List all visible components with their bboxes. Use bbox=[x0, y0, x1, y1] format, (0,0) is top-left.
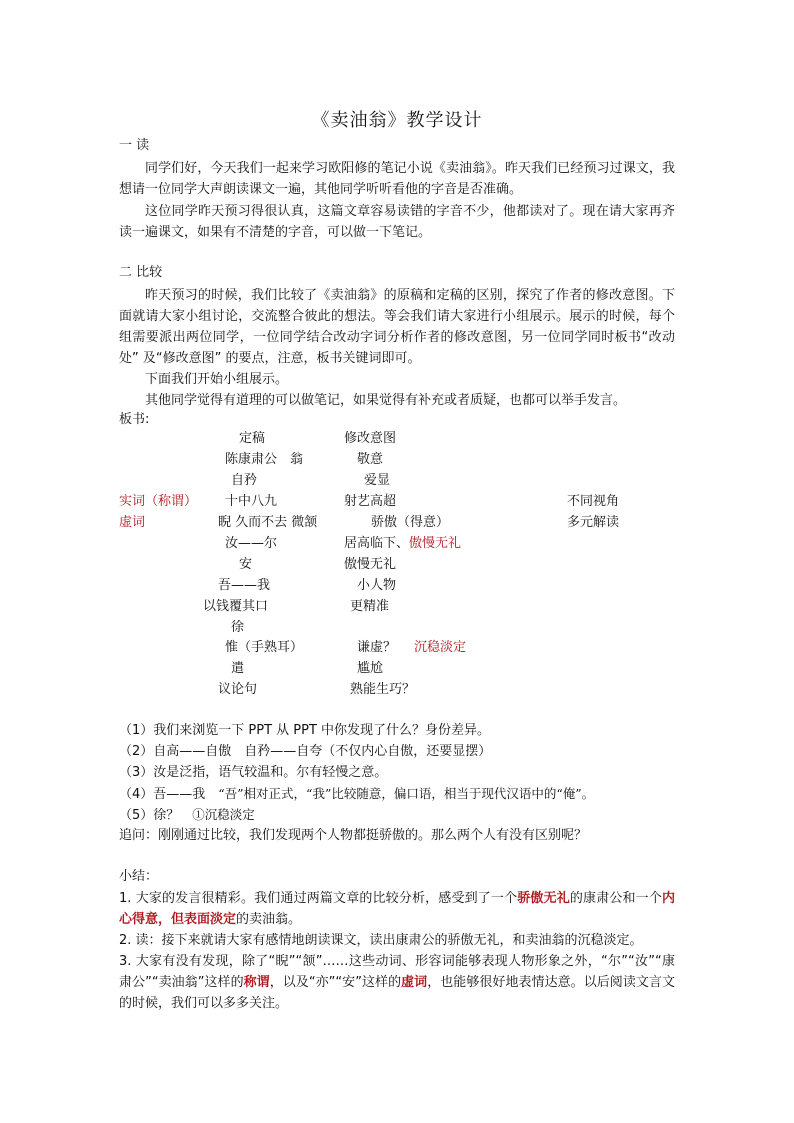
board-category-content-words: 实词（称谓） bbox=[119, 494, 198, 509]
board-cell: 徐 bbox=[231, 620, 245, 635]
board-cell: 熟能生巧？ bbox=[350, 682, 416, 697]
page-title: 《卖油翁》教学设计 bbox=[311, 110, 483, 131]
board-cell: 自矜 bbox=[231, 473, 258, 488]
board-cell: 尴尬 bbox=[357, 661, 384, 676]
board-side-note: 不同视角 bbox=[567, 494, 620, 509]
board-cell: 更精准 bbox=[350, 599, 390, 614]
summary-item: 1. 大家的发言很精彩。我们通过两篇文章的比较分析，感受到了一个骄傲无礼的康肃公和一个内心得意，但表面淡定的卖油翁。 bbox=[119, 891, 675, 927]
paragraph: 昨天预习的时候，我们比较了《卖油翁》的原稿和定稿的区别，探究了作者的修改意图。下面就请大家小组讨论，交流整合彼此的想法。等会我们请大家进行小组展示。展示的时候，每个组需要派出两位同学，一位同学结合改动字词分析作者的修改意图，另一位同学同时板书“改动处” 及“修改意图” 的要点，注意，板书关键词即可。 bbox=[119, 288, 675, 366]
board-cell: 议论句 bbox=[218, 682, 258, 697]
note-item: （2）自高——自傲 自矜——自夸（不仅内心自傲，还要显摆） bbox=[119, 744, 492, 759]
paragraph: 这位同学昨天预习得很认真，这篇文章容易读错的字音不少，他都读对了。现在请大家再齐读一遍课文，如果有不清楚的字音，可以做一下笔记。 bbox=[119, 204, 675, 240]
board-cell: 居高临下、傲慢无礼 bbox=[344, 536, 462, 551]
board-cell: 遣 bbox=[231, 661, 245, 676]
board-cell: 以钱覆其口 bbox=[203, 599, 269, 614]
follow-up-question: 追问：刚刚通过比较，我们发现两个人物都挺骄傲的。那么两个人有没有区别呢？ bbox=[119, 828, 588, 843]
board-category-function-words: 虚词 bbox=[119, 515, 146, 530]
board-cell: 十中八九 bbox=[225, 494, 278, 509]
section-heading-compare: 二 比较 bbox=[119, 265, 163, 280]
board-cell: 小人物 bbox=[357, 578, 397, 593]
paragraph: 下面我们开始小组展示。 bbox=[145, 372, 289, 387]
note-item: （1）我们来浏览一下 PPT 从 PPT 中你发现了什么？身份差异。 bbox=[119, 723, 491, 738]
board-cell: 睨 久而不去 微颔 bbox=[218, 515, 318, 530]
board-cell: 爱显 bbox=[364, 473, 391, 488]
board-header-final: 定稿 bbox=[239, 431, 266, 446]
paragraph: 其他同学觉得有道理的可以做笔记，如果觉得有补充或者质疑，也都可以举手发言。 bbox=[145, 393, 627, 408]
summary-item: 2. 读：接下来就请大家有感情地朗读课文，读出康肃公的骄傲无礼，和卖油翁的沉稳淡定。 bbox=[119, 933, 643, 948]
paragraph: 同学们好，今天我们一起来学习欧阳修的笔记小说《卖油翁》。昨天我们已经预习过课文，我想请一位同学大声朗读课文一遍，其他同学听听看他的字音是否准确。 bbox=[119, 161, 675, 197]
board-cell: 吾——我 bbox=[218, 578, 271, 593]
board-cell: 射艺高超 bbox=[344, 494, 397, 509]
summary-item: 3. 大家有没有发现，除了“睨”“颔”……这些动词、形容词能够表现人物形象之外，“尔”“汝”“康肃公”“卖油翁”这样的称谓，以及“亦”“安”这样的虚词，也能够很好地表情达意。以后阅读文言文的时候，我们可以多多关注。 bbox=[119, 954, 675, 1011]
board-cell: 安 bbox=[239, 557, 253, 572]
summary-heading: 小结： bbox=[119, 869, 159, 884]
board-cell: 敬意 bbox=[357, 452, 384, 467]
board-cell: 汝——尔 bbox=[225, 536, 278, 551]
note-item: （3）汝是泛指，语气较温和。尔有轻慢之意。 bbox=[119, 765, 388, 780]
note-item: （4）吾——我 “吾”相对正式，“我”比较随意，偏口语，相当于现代汉语中的“俺”。 bbox=[119, 786, 595, 802]
section-heading-read: 一 读 bbox=[119, 138, 150, 153]
board-cell: 傲慢无礼 bbox=[344, 557, 397, 572]
board-cell: 陈康肃公 翁 bbox=[225, 452, 304, 467]
board-side-note: 多元解读 bbox=[567, 515, 620, 530]
board-label: 板书: bbox=[119, 412, 150, 427]
board-header-intent: 修改意图 bbox=[344, 431, 397, 446]
note-item: （5）徐？ ①沉稳淡定 bbox=[119, 807, 255, 823]
board-cell: 沉稳淡定 bbox=[414, 640, 467, 655]
board-cell: 骄傲（得意） bbox=[371, 515, 450, 530]
board-cell: 惟（手熟耳） bbox=[225, 640, 304, 655]
board-cell: 谦虚？ bbox=[357, 640, 397, 655]
